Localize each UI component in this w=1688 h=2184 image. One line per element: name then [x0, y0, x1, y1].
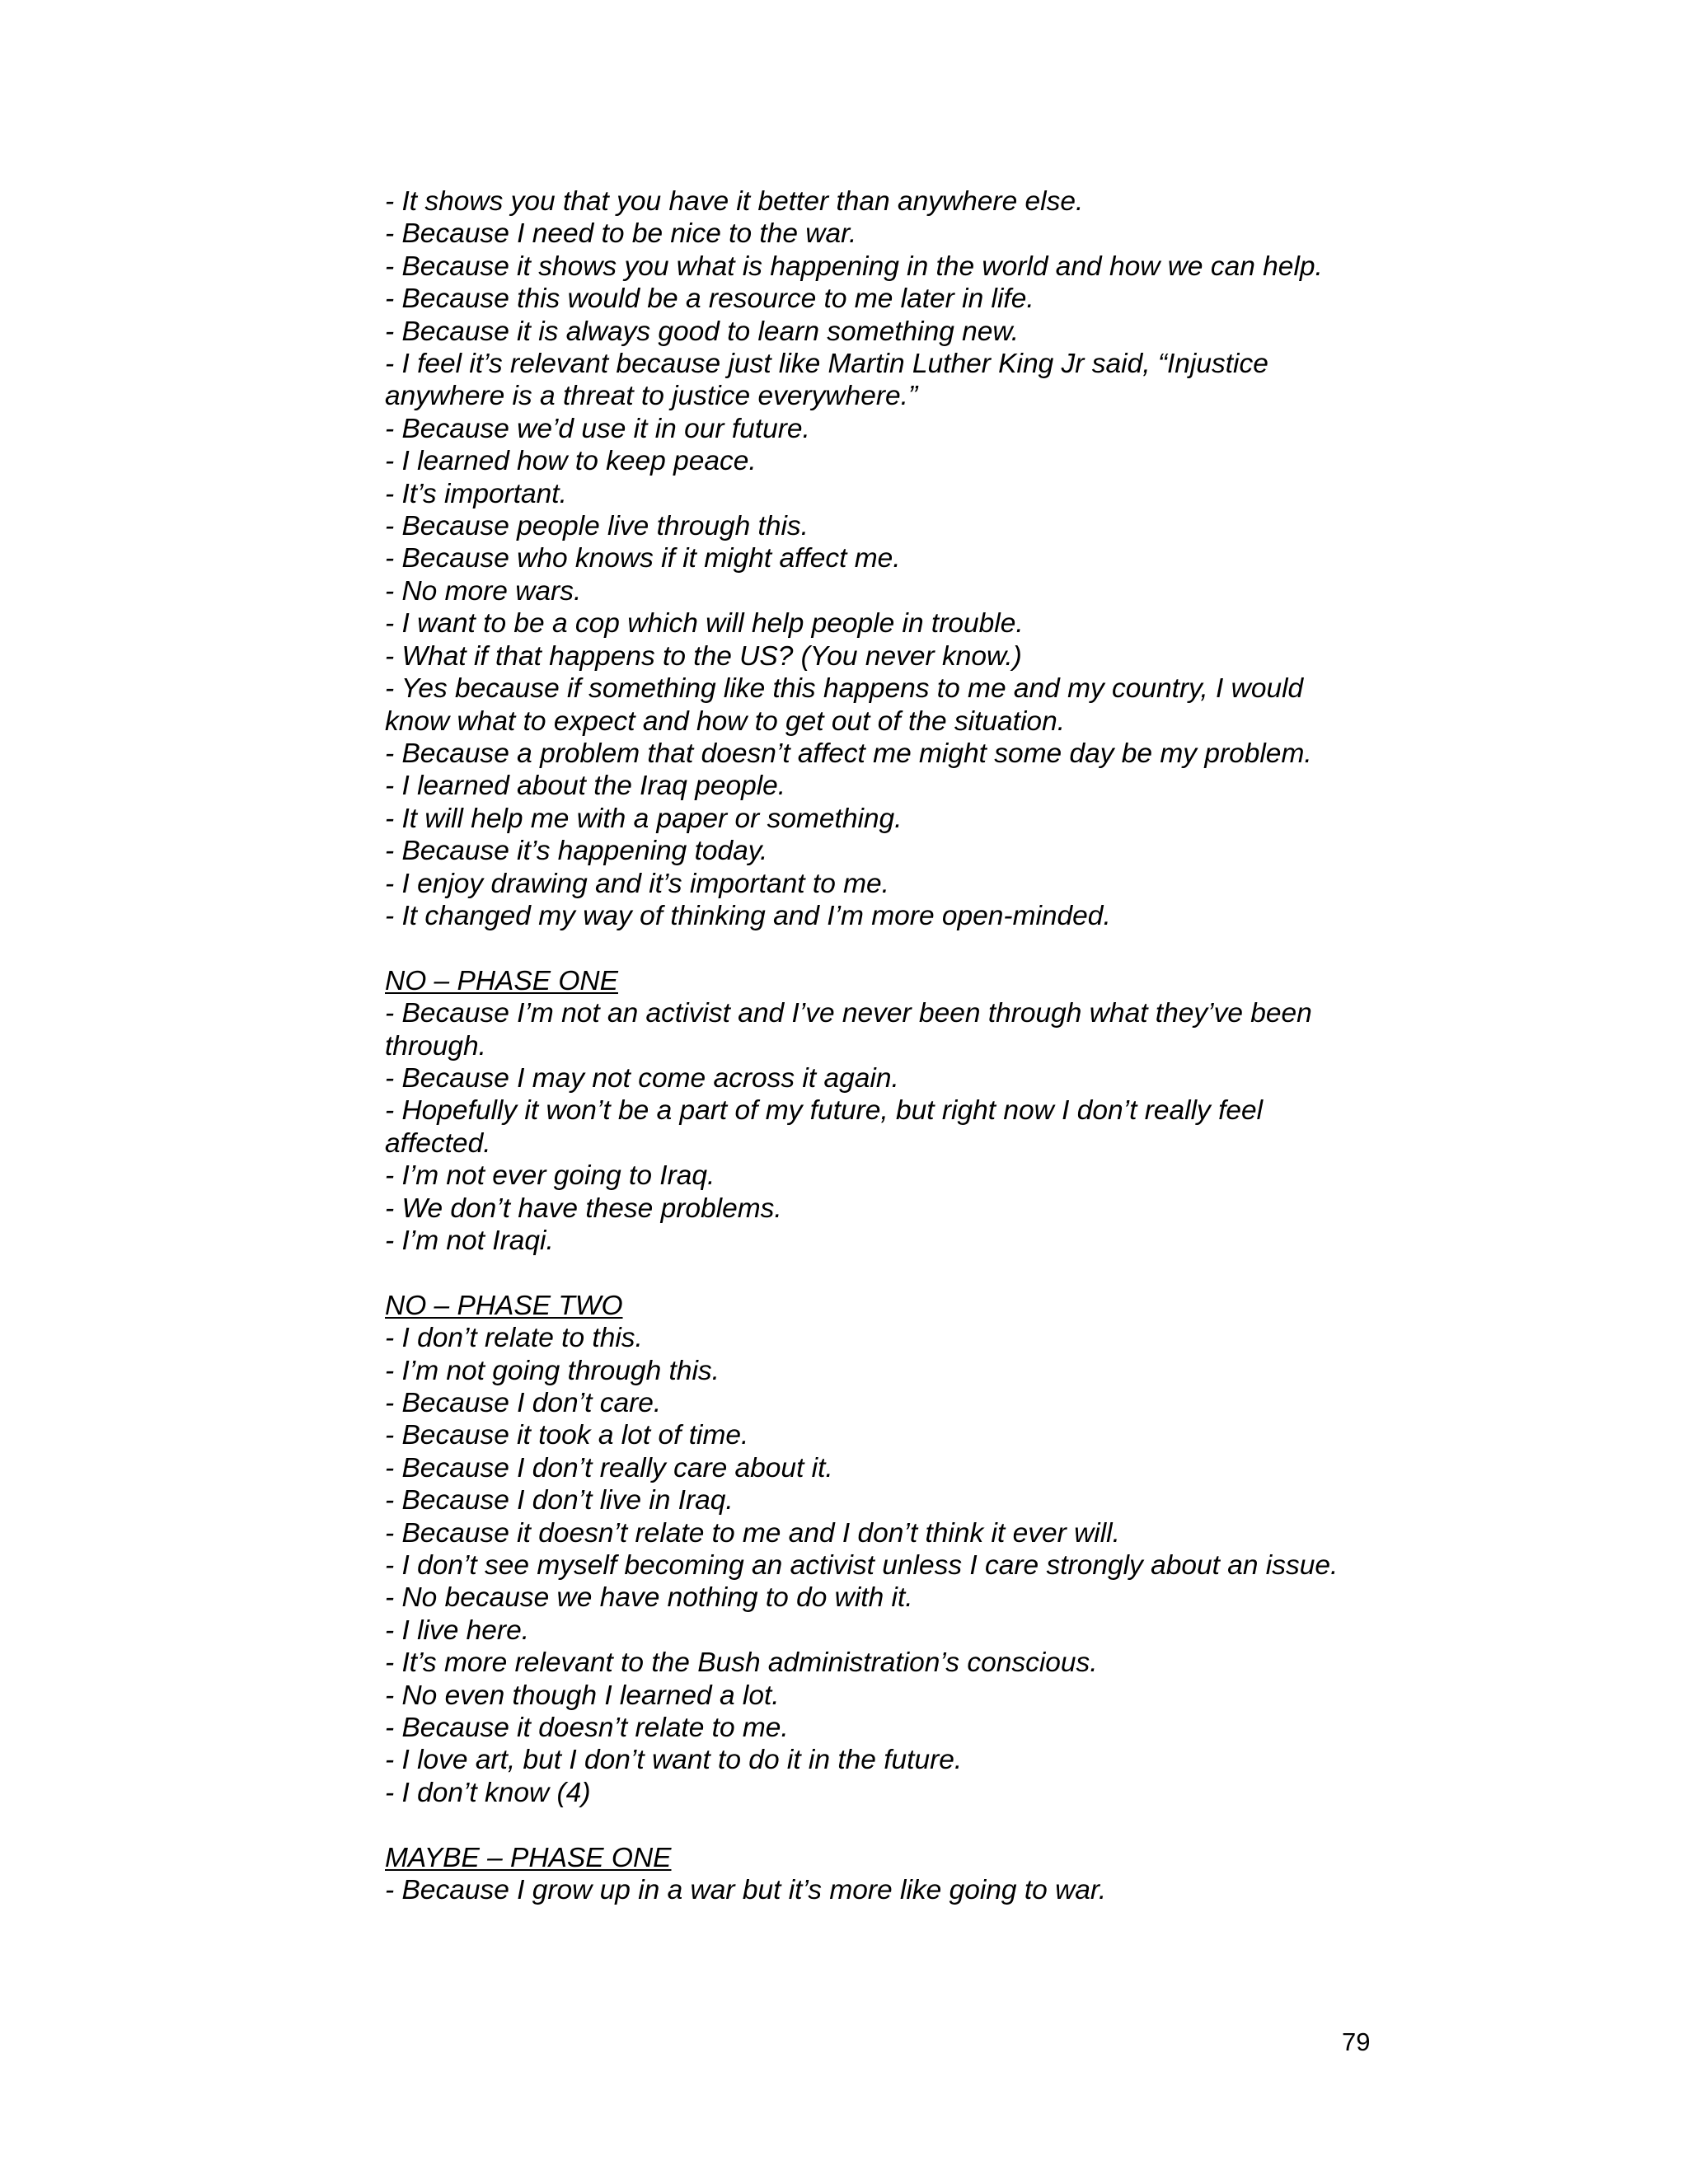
list-item: - Because it is always good to learn something new. [385, 316, 1020, 347]
list-item: know what to expect and how to get out of the situation. [385, 705, 1066, 737]
section-heading: NO – PHASE TWO [385, 1290, 623, 1321]
list-item: - Because I don’t care. [385, 1388, 662, 1418]
list-item: - I don’t relate to this. [385, 1323, 643, 1354]
list-item: - Hopefully it won’t be a part of my future, but right now I don’t really feel [385, 1095, 1264, 1127]
list-item: - Because people live through this. [385, 511, 809, 542]
list-item: - Because I’m not an activist and I’ve never been through what they’ve been [385, 998, 1312, 1029]
list-item: - I enjoy drawing and it’s important to me. [385, 868, 889, 899]
list-item: - Because this would be a resource to me later in life. [385, 284, 1034, 315]
list-item: - It’s important. [385, 478, 567, 509]
list-item: - Because I grow up in a war but it’s more like going to war. [385, 1875, 1107, 1906]
list-item: - We don’t have these problems. [385, 1193, 782, 1224]
list-item: - I don’t know (4) [385, 1777, 591, 1808]
list-item: - Because it doesn’t relate to me. [385, 1713, 789, 1744]
list-item: - I’m not ever going to Iraq. [385, 1160, 715, 1192]
list-item: - It will help me with a paper or something. [385, 803, 903, 834]
list-item: - No because we have nothing to do with it. [385, 1582, 913, 1614]
list-item: anywhere is a threat to justice everywhere.” [385, 381, 918, 412]
list-item: - I learned about the Iraq people. [385, 771, 786, 802]
list-item: - It’s more relevant to the Bush administration’s conscious. [385, 1647, 1098, 1679]
list-item: - Because it took a lot of time. [385, 1420, 749, 1451]
list-item: - Because it shows you what is happening in the world and how we can help. [385, 251, 1323, 282]
page-body [385, 185, 1415, 1906]
list-item: through. [385, 1030, 486, 1062]
no-phase-one-section [385, 965, 1415, 1258]
yes-responses-list [385, 185, 1415, 932]
page-number: 79 [1342, 2027, 1371, 2056]
list-item: - I’m not Iraqi. [385, 1225, 554, 1256]
list-item: - Because I don’t really care about it. [385, 1452, 833, 1483]
list-item: - Because it’s happening today. [385, 836, 768, 867]
list-item: - No more wars. [385, 575, 582, 607]
list-item: - It changed my way of thinking and I’m more open-minded. [385, 900, 1111, 931]
list-item: - I love art, but I don’t want to do it in the future. [385, 1745, 963, 1776]
list-item: - Because I don’t live in Iraq. [385, 1485, 734, 1516]
list-item: - I don’t see myself becoming an activist unless I care strongly about an issue. [385, 1550, 1339, 1582]
no-phase-two-section [385, 1290, 1415, 1810]
list-item: - I feel it’s relevant because just like Martin Luther King Jr said, “Injustice [385, 349, 1268, 380]
list-item: - Because I may not come across it again. [385, 1062, 899, 1094]
list-item: - I’m not going through this. [385, 1355, 720, 1386]
section-heading: NO – PHASE ONE [385, 965, 618, 996]
list-item: - I live here. [385, 1615, 530, 1646]
maybe-phase-one-section [385, 1842, 1415, 1907]
list-item: - No even though I learned a lot. [385, 1680, 780, 1711]
list-item: - What if that happens to the US? (You never know.) [385, 640, 1022, 672]
list-item: - It shows you that you have it better than anywhere else. [385, 186, 1084, 217]
list-item: - Because who knows if it might affect me. [385, 543, 901, 574]
list-item: - Because I need to be nice to the war. [385, 218, 857, 250]
section-heading: MAYBE – PHASE ONE [385, 1842, 672, 1873]
list-item: - I want to be a cop which will help people in trouble. [385, 608, 1024, 640]
list-item: - Because a problem that doesn’t affect me might some day be my problem. [385, 738, 1312, 769]
list-item: affected. [385, 1127, 491, 1159]
list-item: - Yes because if something like this happens to me and my country, I would [385, 673, 1304, 705]
list-item: - Because we’d use it in our future. [385, 413, 810, 444]
list-item: - I learned how to keep peace. [385, 446, 757, 477]
list-item: - Because it doesn’t relate to me and I don’t think it ever will. [385, 1517, 1120, 1549]
